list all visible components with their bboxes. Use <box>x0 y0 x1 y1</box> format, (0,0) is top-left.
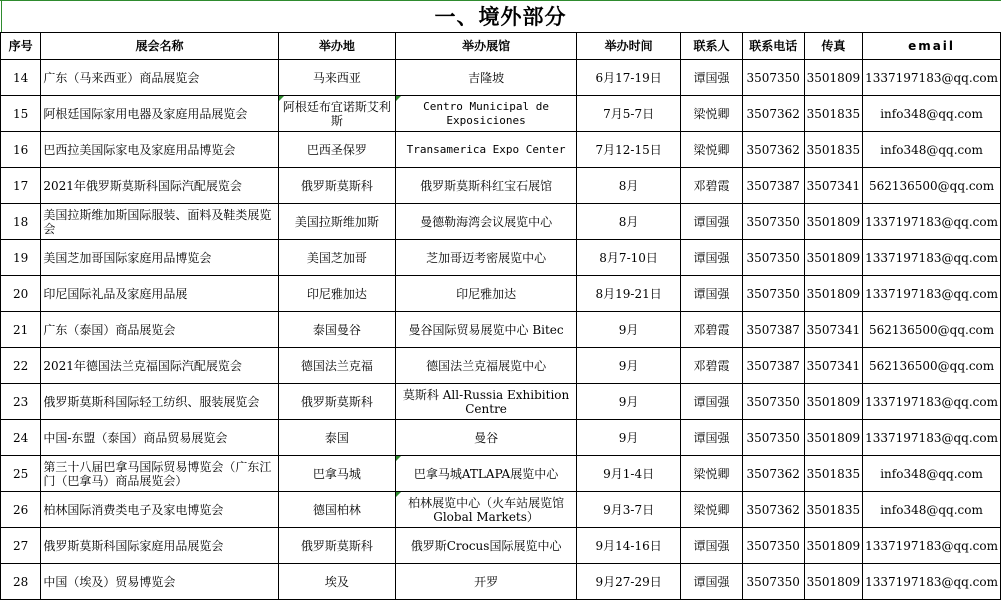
cell-time[interactable]: 9月 <box>576 312 680 348</box>
header-no[interactable]: 序号 <box>1 33 41 60</box>
cell-name[interactable]: 巴西拉美国际家电及家庭用品博览会 <box>41 132 278 168</box>
cell-phone[interactable]: 3507350 <box>742 384 804 420</box>
cell-phone[interactable]: 3507387 <box>742 348 804 384</box>
cell-fax[interactable]: 3501809 <box>804 204 862 240</box>
table-row <box>1 420 1001 456</box>
cell-place[interactable]: 巴拿马城 <box>278 456 396 492</box>
table-row <box>1 456 1001 492</box>
cell-venue[interactable]: 曼德勒海湾会议展览中心 <box>396 204 577 240</box>
cell-time[interactable]: 7月12-15日 <box>576 132 680 168</box>
table-row <box>1 348 1001 384</box>
cell-venue[interactable]: 芝加哥迈考密展览中心 <box>396 240 577 276</box>
cell-venue[interactable]: 俄罗斯莫斯科红宝石展馆 <box>396 168 577 204</box>
cell-place[interactable]: 印尼雅加达 <box>278 276 396 312</box>
cell-place[interactable]: 俄罗斯莫斯科 <box>278 384 396 420</box>
cell-time[interactable]: 9月14-16日 <box>576 528 680 564</box>
cell-place[interactable]: 美国芝加哥 <box>278 240 396 276</box>
cell-venue[interactable]: 开罗 <box>396 564 577 600</box>
cell-name[interactable]: 美国芝加哥国际家庭用品博览会 <box>41 240 278 276</box>
cell-time[interactable]: 9月27-29日 <box>576 564 680 600</box>
cell-name[interactable]: 广东（泰国）商品展览会 <box>41 312 278 348</box>
cell-venue[interactable]: 曼谷国际贸易展览中心 Bitec <box>396 312 577 348</box>
header-email[interactable]: email <box>863 33 1001 60</box>
cell-email[interactable]: 562136500@qq.com <box>863 312 1001 348</box>
table-row <box>1 528 1001 564</box>
cell-name[interactable]: 2021年德国法兰克福国际汽配展览会 <box>41 348 278 384</box>
cell-fax[interactable]: 3501835 <box>804 456 862 492</box>
cell-time[interactable]: 8月 <box>576 204 680 240</box>
table-row <box>1 384 1001 420</box>
cell-name[interactable]: 俄罗斯莫斯科国际家庭用品展览会 <box>41 528 278 564</box>
cell-name[interactable]: 中国（埃及）贸易博览会 <box>41 564 278 600</box>
table-row <box>1 312 1001 348</box>
cell-no[interactable]: 27 <box>1 528 41 564</box>
cell-contact[interactable]: 邓碧霞 <box>681 312 743 348</box>
header-contact[interactable]: 联系人 <box>681 33 743 60</box>
cell-place[interactable]: 俄罗斯莫斯科 <box>278 528 396 564</box>
cell-place[interactable]: 泰国 <box>278 420 396 456</box>
cell-name[interactable]: 2021年俄罗斯莫斯科国际汽配展览会 <box>41 168 278 204</box>
cell-fax[interactable]: 3501809 <box>804 528 862 564</box>
cell-no[interactable]: 26 <box>1 492 41 528</box>
cell-no[interactable]: 15 <box>1 96 41 132</box>
cell-fax[interactable]: 3501809 <box>804 420 862 456</box>
cell-no[interactable]: 19 <box>1 240 41 276</box>
cell-no[interactable]: 23 <box>1 384 41 420</box>
cell-email[interactable]: 1337197183@qq.com <box>863 564 1001 600</box>
header-phone[interactable]: 联系电话 <box>742 33 804 60</box>
cell-email[interactable]: 562136500@qq.com <box>863 168 1001 204</box>
cell-email[interactable]: info348@qq.com <box>863 132 1001 168</box>
table-row <box>1 564 1001 600</box>
cell-fax[interactable]: 3501809 <box>804 276 862 312</box>
cell-phone[interactable]: 3507362 <box>742 96 804 132</box>
table-body <box>1 60 1001 600</box>
cell-email[interactable]: 1337197183@qq.com <box>863 420 1001 456</box>
cell-name[interactable]: 阿根廷国际家用电器及家庭用品展览会 <box>41 96 278 132</box>
cell-fax[interactable]: 3501809 <box>804 564 862 600</box>
table-row <box>1 96 1001 132</box>
cell-contact[interactable]: 谭国强 <box>681 240 743 276</box>
cell-venue[interactable]: 柏林展览中心（火车站展览馆 Global Markets） <box>396 492 577 528</box>
cell-no[interactable]: 20 <box>1 276 41 312</box>
cell-no[interactable]: 14 <box>1 60 41 96</box>
cell-contact[interactable]: 梁悦卿 <box>681 96 743 132</box>
cell-venue[interactable]: 德国法兰克福展览中心 <box>396 348 577 384</box>
table-row <box>1 492 1001 528</box>
cell-contact[interactable]: 谭国强 <box>681 60 743 96</box>
cell-time[interactable]: 8月7-10日 <box>576 240 680 276</box>
cell-fax[interactable]: 3501835 <box>804 132 862 168</box>
cell-time[interactable]: 9月 <box>576 420 680 456</box>
cell-contact[interactable]: 梁悦卿 <box>681 492 743 528</box>
cell-place[interactable]: 马来西亚 <box>278 60 396 96</box>
sheet-title: 一、境外部分 <box>434 5 567 29</box>
cell-fax[interactable]: 3501835 <box>804 96 862 132</box>
cell-email[interactable]: 1337197183@qq.com <box>863 240 1001 276</box>
cell-phone[interactable]: 3507362 <box>742 492 804 528</box>
cell-no[interactable]: 17 <box>1 168 41 204</box>
cell-contact[interactable]: 梁悦卿 <box>681 456 743 492</box>
cell-fax[interactable]: 3507341 <box>804 312 862 348</box>
cell-contact[interactable]: 谭国强 <box>681 528 743 564</box>
cell-name[interactable]: 柏林国际消费类电子及家电博览会 <box>41 492 278 528</box>
table-row <box>1 240 1001 276</box>
cell-name[interactable]: 第三十八届巴拿马国际贸易博览会（广东江门（巴拿马）商品展览会） <box>41 456 278 492</box>
cell-place[interactable]: 德国柏林 <box>278 492 396 528</box>
cell-contact[interactable]: 谭国强 <box>681 384 743 420</box>
header-row <box>1 33 1001 60</box>
cell-fax[interactable]: 3507341 <box>804 168 862 204</box>
header-name[interactable]: 展会名称 <box>41 33 278 60</box>
cell-email[interactable]: info348@qq.com <box>863 96 1001 132</box>
table-row <box>1 276 1001 312</box>
cell-email[interactable]: 1337197183@qq.com <box>863 60 1001 96</box>
cell-email[interactable]: 1337197183@qq.com <box>863 384 1001 420</box>
cell-venue[interactable]: Centro Municipal de Exposiciones <box>396 96 577 132</box>
cell-venue[interactable]: 吉隆坡 <box>396 60 577 96</box>
cell-email[interactable]: 562136500@qq.com <box>863 348 1001 384</box>
cell-fax[interactable]: 3501809 <box>804 60 862 96</box>
cell-phone[interactable]: 3507362 <box>742 132 804 168</box>
cell-time[interactable]: 7月5-7日 <box>576 96 680 132</box>
cell-phone[interactable]: 3507350 <box>742 276 804 312</box>
cell-contact[interactable]: 梁悦卿 <box>681 132 743 168</box>
cell-phone[interactable]: 3507350 <box>742 420 804 456</box>
cell-fax[interactable]: 3501809 <box>804 240 862 276</box>
cell-venue[interactable]: 印尼雅加达 <box>396 276 577 312</box>
cell-venue[interactable]: 俄罗斯Crocus国际展览中心 <box>396 528 577 564</box>
cell-time[interactable]: 9月 <box>576 348 680 384</box>
cell-contact[interactable]: 谭国强 <box>681 420 743 456</box>
cell-fax[interactable]: 3507341 <box>804 348 862 384</box>
cell-phone[interactable]: 3507350 <box>742 240 804 276</box>
cell-email[interactable]: 1337197183@qq.com <box>863 276 1001 312</box>
cell-time[interactable]: 9月3-7日 <box>576 492 680 528</box>
cell-name[interactable]: 印尼国际礼品及家庭用品展 <box>41 276 278 312</box>
cell-place[interactable]: 埃及 <box>278 564 396 600</box>
cell-phone[interactable]: 3507350 <box>742 528 804 564</box>
cell-fax[interactable]: 3501809 <box>804 384 862 420</box>
cell-time[interactable]: 6月17-19日 <box>576 60 680 96</box>
cell-time[interactable]: 9月 <box>576 384 680 420</box>
cell-email[interactable]: 1337197183@qq.com <box>863 528 1001 564</box>
cell-fax[interactable]: 3501835 <box>804 492 862 528</box>
cell-no[interactable]: 16 <box>1 132 41 168</box>
cell-phone[interactable]: 3507350 <box>742 564 804 600</box>
cell-no[interactable]: 22 <box>1 348 41 384</box>
cell-no[interactable]: 28 <box>1 564 41 600</box>
cell-no[interactable]: 21 <box>1 312 41 348</box>
table-row <box>1 132 1001 168</box>
cell-contact[interactable]: 谭国强 <box>681 204 743 240</box>
cell-place[interactable]: 巴西圣保罗 <box>278 132 396 168</box>
cell-contact[interactable]: 谭国强 <box>681 564 743 600</box>
cell-phone[interactable]: 3507350 <box>742 60 804 96</box>
cell-phone[interactable]: 3507387 <box>742 312 804 348</box>
cell-name[interactable]: 中国-东盟（泰国）商品贸易展览会 <box>41 420 278 456</box>
cell-no[interactable]: 24 <box>1 420 41 456</box>
cell-place[interactable]: 泰国曼谷 <box>278 312 396 348</box>
cell-contact[interactable]: 邓碧霞 <box>681 348 743 384</box>
cell-contact[interactable]: 邓碧霞 <box>681 168 743 204</box>
cell-email[interactable]: info348@qq.com <box>863 492 1001 528</box>
header-time[interactable]: 举办时间 <box>576 33 680 60</box>
cell-name[interactable]: 俄罗斯莫斯科国际轻工纺织、服装展览会 <box>41 384 278 420</box>
cell-place[interactable]: 德国法兰克福 <box>278 348 396 384</box>
cell-time[interactable]: 9月1-4日 <box>576 456 680 492</box>
cell-phone[interactable]: 3507387 <box>742 168 804 204</box>
exhibition-table <box>0 32 1001 600</box>
cell-contact[interactable]: 谭国强 <box>681 276 743 312</box>
cell-name[interactable]: 美国拉斯维加斯国际服装、面料及鞋类展览会 <box>41 204 278 240</box>
cell-time[interactable]: 8月 <box>576 168 680 204</box>
cell-name[interactable]: 广东（马来西亚）商品展览会 <box>41 60 278 96</box>
header-venue[interactable]: 举办展馆 <box>396 33 577 60</box>
cell-no[interactable]: 18 <box>1 204 41 240</box>
cell-place[interactable]: 阿根廷布宜诺斯艾利斯 <box>278 96 396 132</box>
table-row <box>1 60 1001 96</box>
cell-phone[interactable]: 3507350 <box>742 204 804 240</box>
cell-venue[interactable]: 曼谷 <box>396 420 577 456</box>
cell-venue[interactable]: 莫斯科 All-Russia Exhibition Centre <box>396 384 577 420</box>
table-row <box>1 168 1001 204</box>
cell-no[interactable]: 25 <box>1 456 41 492</box>
cell-venue[interactable]: Transamerica Expo Center <box>396 132 577 168</box>
cell-email[interactable]: 1337197183@qq.com <box>863 204 1001 240</box>
cell-venue[interactable]: 巴拿马城ATLAPA展览中心 <box>396 456 577 492</box>
cell-place[interactable]: 俄罗斯莫斯科 <box>278 168 396 204</box>
cell-place[interactable]: 美国拉斯维加斯 <box>278 204 396 240</box>
header-place[interactable]: 举办地 <box>278 33 396 60</box>
cell-phone[interactable]: 3507362 <box>742 456 804 492</box>
cell-email[interactable]: info348@qq.com <box>863 456 1001 492</box>
header-fax[interactable]: 传真 <box>804 33 862 60</box>
table-row <box>1 204 1001 240</box>
cell-time[interactable]: 8月19-21日 <box>576 276 680 312</box>
